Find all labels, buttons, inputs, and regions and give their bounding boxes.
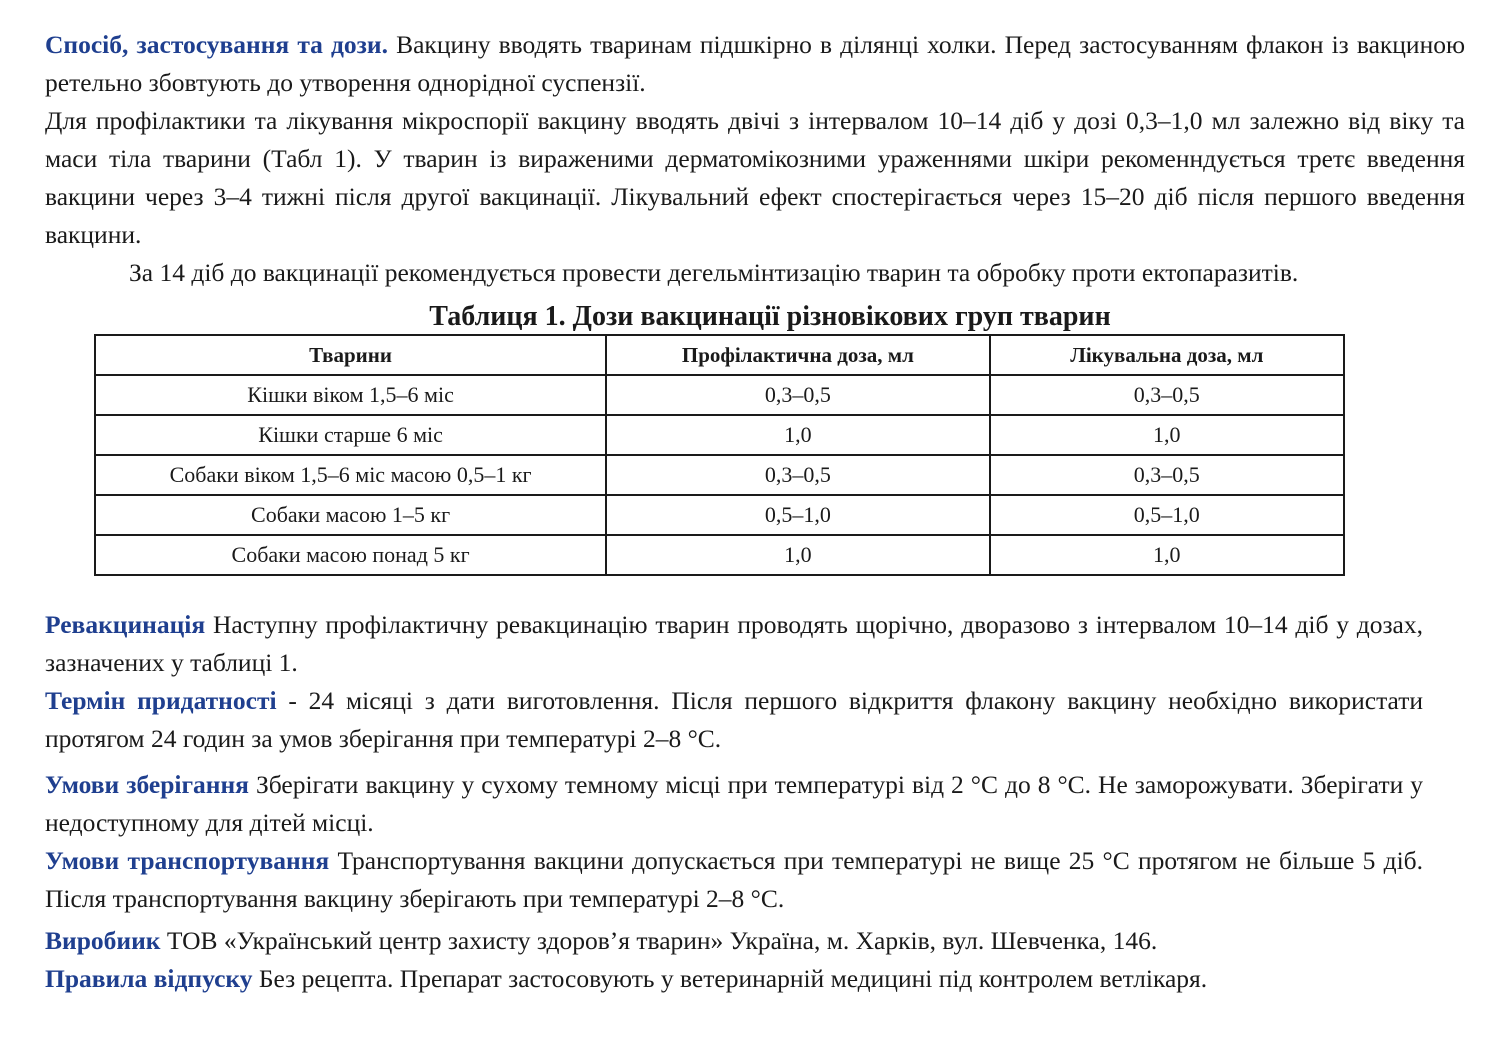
manufacturer-paragraph (45, 922, 1423, 960)
cell-treatment: 0,3–0,5 (990, 375, 1344, 415)
usage-paragraph: Спосіб, застосування та дози. Вакцину вводять тваринам підшкірно в ділянці холки. Перед застосуванням флакон із вакциною ретельно збовтують до утворення однорідної суспензії. (45, 30, 1466, 97)
cell-preventive: 1,0 (606, 535, 989, 575)
cell-animal: Собаки масою понад 5 кг (95, 535, 606, 575)
shelf-life-paragraph (45, 682, 1423, 758)
table-caption: Таблиця 1. Дози вакцинації різновікових груп тварин (429, 301, 1111, 332)
dispensing-heading: Правила відпуску (45, 964, 253, 993)
transport-paragraph (45, 842, 1423, 918)
cell-preventive: 0,3–0,5 (606, 375, 989, 415)
transport-text: Транспортування вакцини допускається при температурі не вище 25 °С протягом не більше 5 діб. Після транспортування вакцину зберігають при температурі 2–8 °С. (45, 846, 1423, 913)
dispensing-text: Без рецепта. Препарат застосовують у ветеринарній медицині під контролем ветлікаря. (258, 964, 1208, 993)
manufacturer-heading: Виробиик (45, 926, 161, 955)
shelf-life-text: - 24 місяці з дати виготовлення. Після першого відкриття флакону вакцину необхідно використати протягом 24 годин за умов зберігання при температурі 2–8 °С. (45, 686, 1423, 753)
manufacturer-text: ТОВ «Український центр захисту здоров’я тварин» Україна, м. Харків, вул. Шевченка, 146. (166, 926, 1158, 955)
cell-animal: Собаки масою 1–5 кг (95, 495, 606, 535)
cell-treatment: 0,5–1,0 (990, 495, 1344, 535)
cell-treatment: 1,0 (990, 415, 1344, 455)
header-treatment-dose: Лікувальна доза, мл (990, 335, 1344, 375)
table-row (95, 415, 1344, 455)
table-header-row (95, 335, 1344, 375)
table-row (95, 455, 1344, 495)
table-row (95, 535, 1344, 575)
header-preventive-dose: Профілактична доза, мл (606, 335, 989, 375)
usage-heading-part1: Спосіб (45, 30, 123, 59)
revaccination-text: Наступну профілактичну ревакцинацію тварин проводять щорічно, дворазово з інтервалом 10–14 діб у дозах, зазначених у таблиці 1. (45, 610, 1423, 677)
storage-paragraph (45, 766, 1423, 842)
dispensing-paragraph (45, 960, 1423, 998)
cell-preventive: 0,3–0,5 (606, 455, 989, 495)
usage-heading-part2: застосування та дози. (136, 30, 388, 59)
table-row (95, 375, 1344, 415)
transport-heading: Умови транспортування (45, 846, 330, 875)
cell-preventive: 1,0 (606, 415, 989, 455)
cell-treatment: 0,3–0,5 (990, 455, 1344, 495)
cell-preventive: 0,5–1,0 (606, 495, 989, 535)
revaccination-paragraph (45, 606, 1423, 682)
cell-animal: Собаки віком 1,5–6 міс масою 0,5–1 кг (95, 455, 606, 495)
header-animals: Тварини (95, 335, 606, 375)
revaccination-heading: Ревакцинація (45, 610, 206, 639)
cell-animal: Кішки віком 1,5–6 міс (95, 375, 606, 415)
shelf-life-heading: Термін придатності (45, 686, 277, 715)
table-row (95, 495, 1344, 535)
dosage-paragraph: Для профілактики та лікування мікроспорії вакцину вводять двічі з інтервалом 10–14 діб у дозі 0,3–1,0 мл залежно від віку та маси тіла тварини (Табл 1). У тварин із вираженими дерматомікозними ураженнями шкіри рекоменндується третє введення вакцини через 3–4 тижні після другої вакцинації. Лікувальний ефект спостерігається через 15–20 діб після першого введення вакцини. (45, 106, 1465, 249)
cell-animal: Кішки старше 6 міс (95, 415, 606, 455)
storage-heading: Умови зберігання (45, 770, 249, 799)
cell-treatment: 1,0 (990, 535, 1344, 575)
storage-text: Зберігати вакцину у сухому темному місці при температурі від 2 °С до 8 °С. Не заморожувати. Зберігати у недоступному для дітей місці. (45, 770, 1423, 837)
document-page (45, 26, 1465, 998)
deworming-paragraph: За 14 діб до вакцинації рекомендується провести дегельмінтизацію тварин та обробку проти ектопаразитів. (129, 258, 1299, 287)
dose-table (94, 334, 1345, 576)
usage-text: Вакцину вводять тваринам підшкірно в ділянці холки. Перед застосуванням флакон із вакциною ретельно збовтують до утворення однорідної суспензії. (45, 30, 1466, 97)
